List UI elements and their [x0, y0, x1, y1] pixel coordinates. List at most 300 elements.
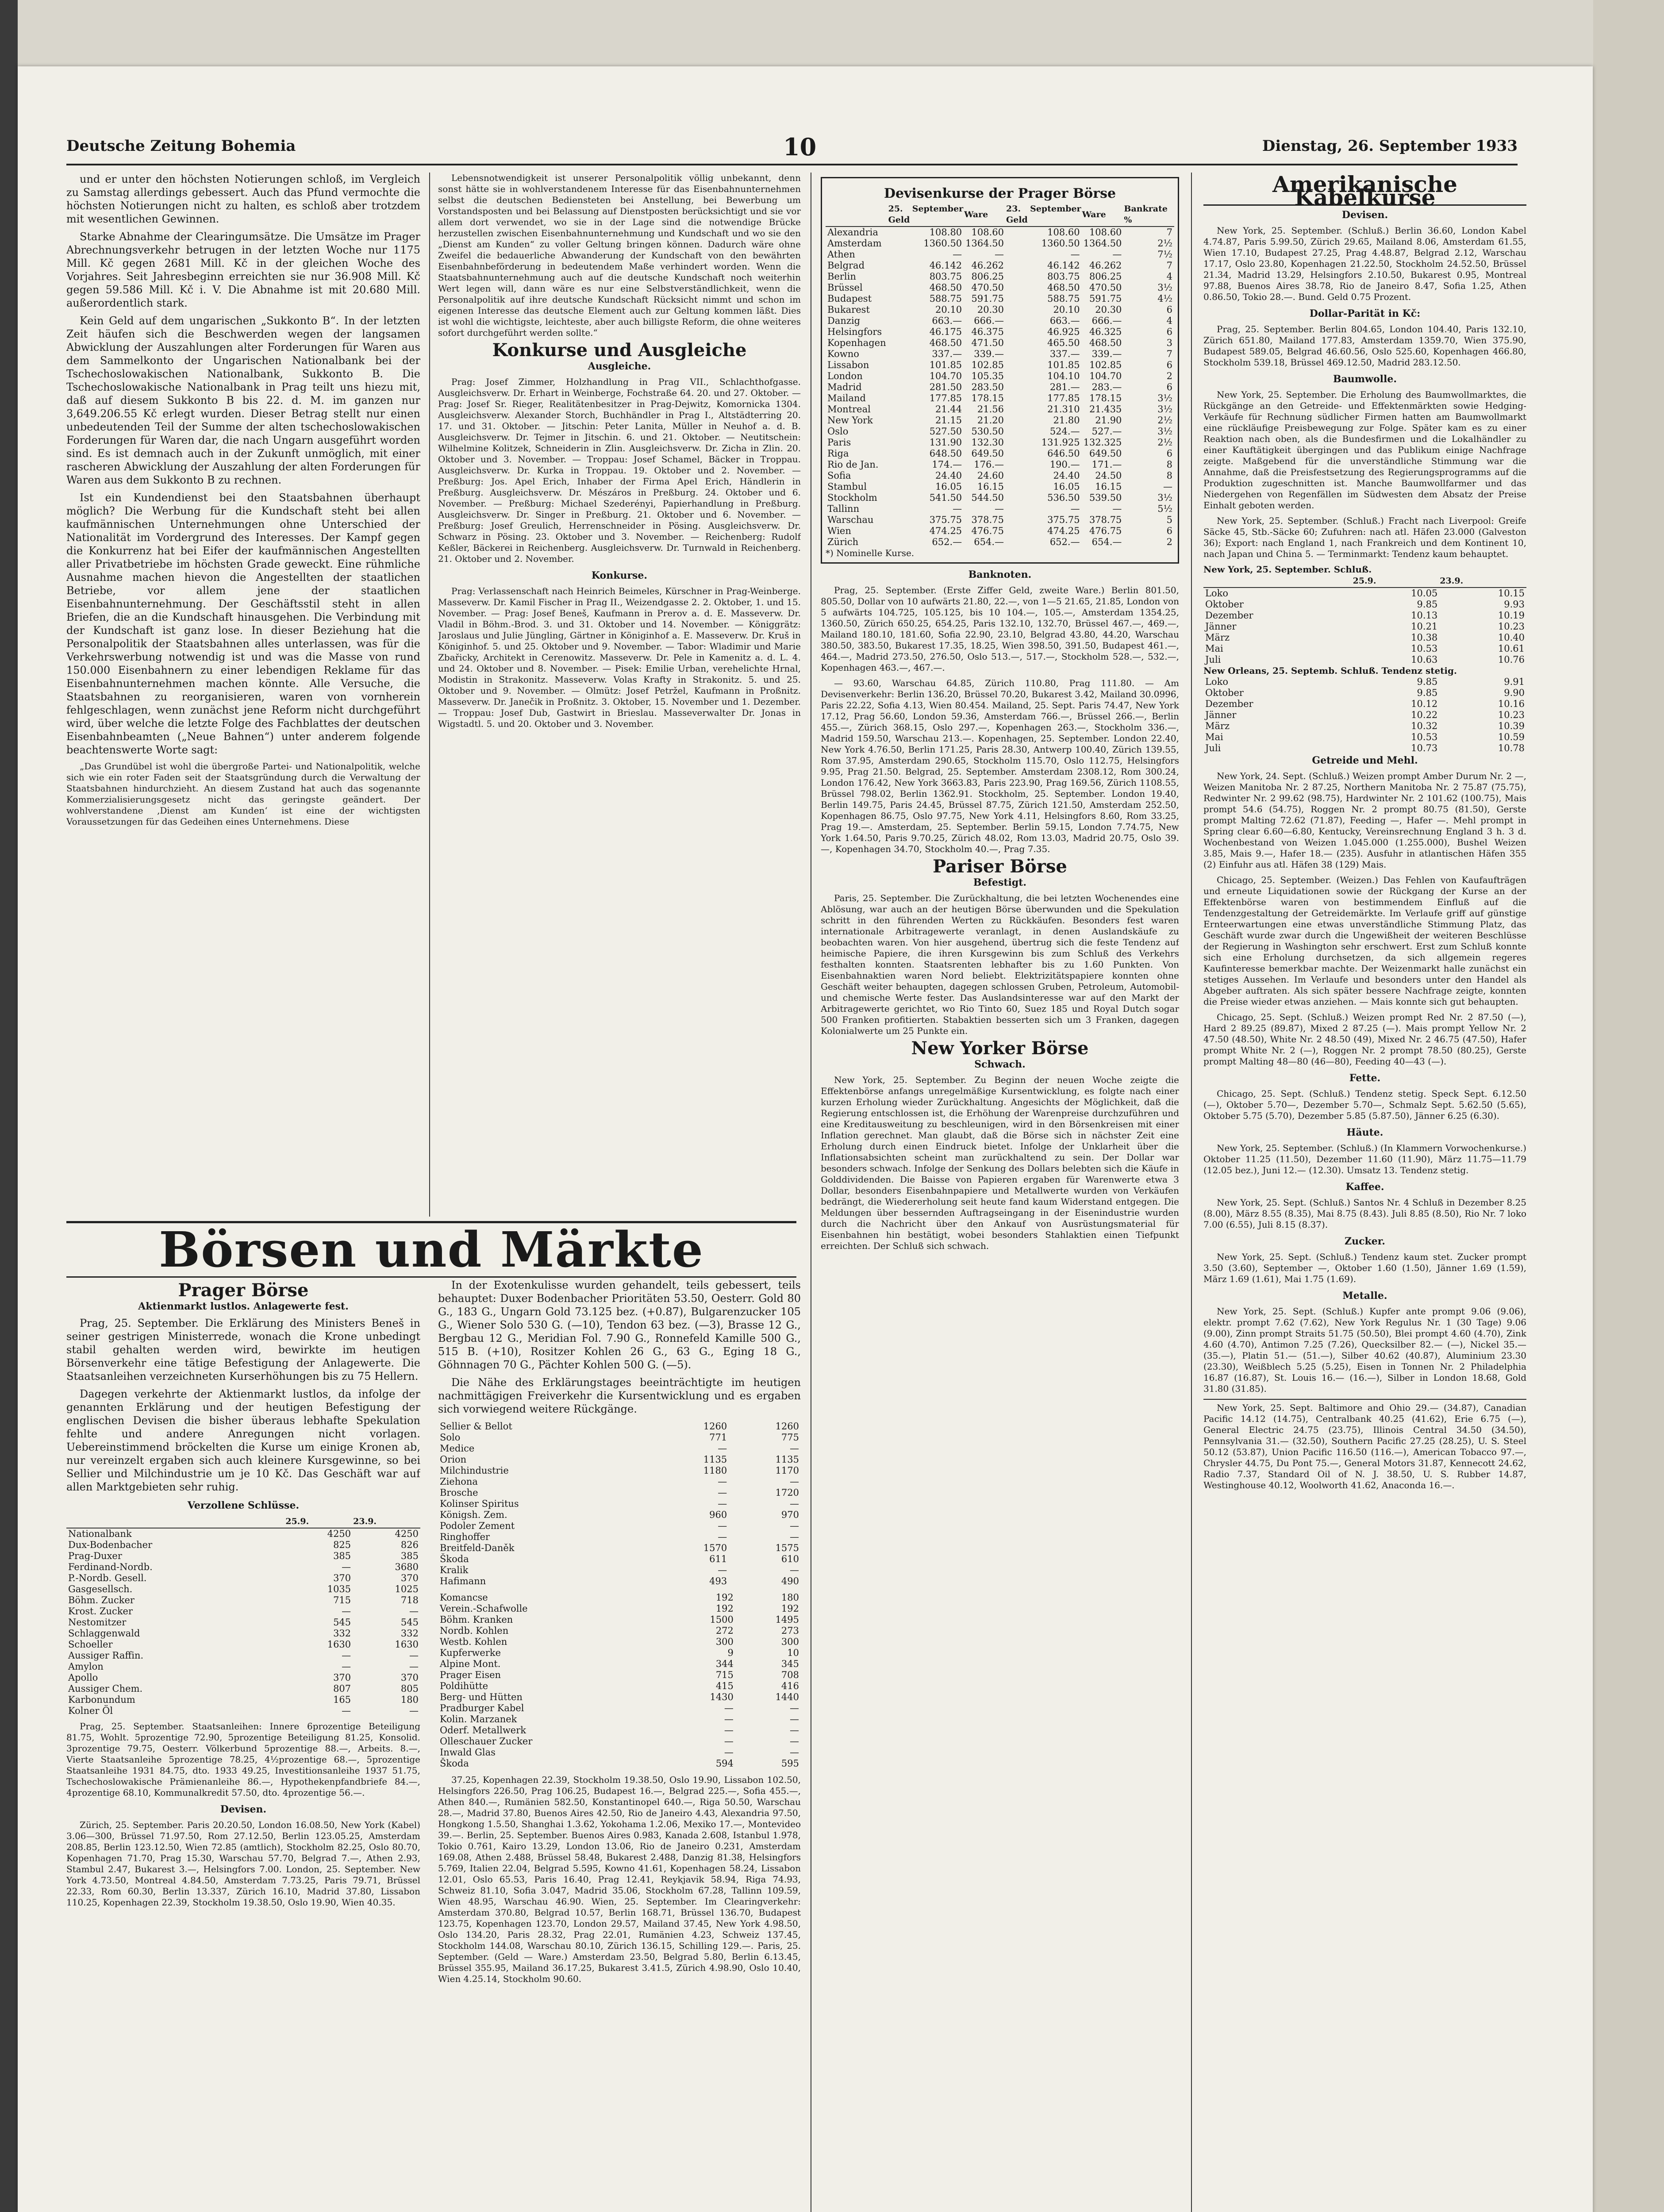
table-cell: — — [995, 249, 1004, 260]
table-cell: 470.50 — [1089, 282, 1122, 293]
table-cell: Juli — [1205, 743, 1221, 753]
table-cell: 1260 — [703, 1421, 727, 1432]
table-cell: 192 — [715, 1603, 734, 1614]
table-row — [1203, 721, 1526, 732]
table-cell: 1025 — [395, 1584, 419, 1594]
table-cell: Sellier & Bellot — [440, 1421, 512, 1432]
table-row — [826, 371, 1174, 382]
table-cell: 530.50 — [971, 426, 1004, 437]
table-cell: — — [342, 1606, 351, 1617]
table-cell: 283.50 — [971, 382, 1004, 392]
banknoten-text: Prag, 25. September. (Erste Ziffer Geld, zweite Ware.) Berlin 801.50, 805.50, Dollar von 10 aufwärts 21.80, 22.—, von 1—5 21.65, 21.85, London von 5 aufwärts 104.725, 105.125, bis 10 104.—, 105.—, Amsterdam 1354.25, 1360.50, Zürich 650.25, 654.25, Paris 132.10, 132.70, Brüssel 467.—, 469.—, Mailand 180.10, 181.60, Sofia 22.90, 23.10, Belgrad 43.80, 44.20, Warschau 380.50, 383.50, Bukarest 17.35, 18.25, Wien 398.50, 391.50, Budapest 461.—, 464.—, Madrid 273.50, 276.50, Oslo 513.—, 517.—, Stockholm 528.—, 532.—, Kopenhagen 463.—, 467.—. — [821, 585, 1179, 673]
table-row — [438, 1509, 801, 1521]
table-cell: 10.38 — [1411, 632, 1438, 643]
table-cell: 10.40 — [1498, 632, 1525, 643]
table-row — [66, 1528, 420, 1540]
table-cell: Ringhoffer — [440, 1532, 490, 1542]
table-cell: 3½ — [1157, 492, 1172, 503]
page-header — [66, 133, 1518, 165]
table-cell: 3 — [1166, 338, 1172, 348]
table-cell: Prager Eisen — [440, 1670, 501, 1680]
table-cell: — — [953, 503, 962, 514]
table-cell: 1430 — [710, 1692, 734, 1702]
table-row — [438, 1603, 801, 1614]
table-cell: 101.85 — [1047, 360, 1080, 370]
table-cell: 663.— — [932, 315, 962, 326]
table-cell: 5½ — [1157, 503, 1172, 514]
article-quote: Lebensnotwendigkeit ist unserer Personalpolitik völlig unbekannt, denn sonst hätte sie in wohlverstandenem Interesse für das Eisenbahnunternehmen selbst die deutschen Bediensteten bei Anstellung, bei Bewerbung um Vorstandsposten und bei Belassung auf Dienstposten berücksichtigt und sie vor allem dort verwendet, wo sie in der Lage sind die notwendige Brücke herzustellen zwischen Eisenbahnunternehmung und Kundschaft und wo sie den „Dienst am Kunden“ zu voller Geltung bringen können. Dadurch wäre ohne Zweifel die bedauerliche Abwanderung der Kundschaft von den bewährten Eisenbahnbeförderung in bedeutendem Maße verhindert worden. Wenn die Staatsbahnunternehmung auch auf die deutsche Kundschaft noch weiterhin Wert legen will, dann wäre es nur eine Selbstverständlichkeit, wenn die Personalpolitik auf ihre deutsche Kundschaft Rücksicht nimmt und schon im eigenen Interesse das deutsche Element auch zur Geltung kommen läßt. Dies ist wohl die wichtigste, leichteste, aber auch billigste Reform, die ohne weiteres sofort durchgeführt werden sollte.“ — [438, 173, 801, 338]
table-row — [438, 1498, 801, 1509]
table-row — [438, 1747, 801, 1758]
table-cell: — — [790, 1725, 799, 1736]
table-cell: 1170 — [775, 1465, 799, 1476]
chicago-text: Chicago, 25. September. (Weizen.) Das Fehlen von Kaufaufträgen und erneute Liquidationen sowie der Rückgang der Kurse an der Effektenbörse waren von bestimmendem Einfluß auf die Tendenzgestaltung der Getreidemärkte. Im Verlaufe griff auf günstige Ernteerwartungen eine etwas unverständliche Stimmung Platz, das Geschäft wurde zwar durch die Ungewißheit der weiteren Beschlüsse der Regierung in Washington sehr erschwert. Erst zum Schluß konnte sich eine Erholung durchsetzen, da sich allgemein regeres Kaufinteresse bemerkbar machte. Der Weizenmarkt halle zunächst ein stetiges Aussehen. Im Verlaufe und besonders unter den Handel als Abgeber auftraten. Als sich später bessere Nachfrage zeigte, konnten die Preise wieder etwas anziehen. — Mais konnte sich gut behaupten. — [1203, 875, 1526, 1007]
table-row — [438, 1421, 801, 1432]
pariser-boerse-title: Pariser Börse — [933, 856, 1067, 877]
table-row — [826, 481, 1174, 492]
haeute-text: New York, 25. September. (Schluß.) (In Klammern Vorwochenkurse.) Oktober 11.25 (11.50), Dezember 11.60 (11.90), März 11.75—11.79 (12.05 bez.), Juni 12.— (12.30). Umsatz 13. Tendenz stetig. — [1203, 1143, 1526, 1175]
table-cell: 300 — [781, 1636, 799, 1647]
table-cell: 803.75 — [1047, 271, 1080, 282]
table-row — [826, 492, 1174, 503]
table-cell: Schoeller — [68, 1639, 113, 1650]
aktien-text: New York, 25. Sept. Baltimore and Ohio 29.— (34.87), Canadian Pacific 14.12 (14.75), Centralbank 40.25 (41.62), Erie 6.75 (—), General Electric 24.75 (23.75), Illinois Central 34.50 (34.50), Pennsylvania 31.— (32.50), Southern Pacific 27.25 (28.25), U. S. Steel 50.12 (53.87), Union Pacific 116.50 (116.—), American Tobacco 97.—, Chrysler 44.75, Du Pont 75.—, General Motors 31.87, Kennecott 24.62, Radio 7.37, Standard Oil of N. J. 38.50, U. S. Rubber 14.87, Westinghouse 40.12, Woolworth 41.62, Anaconda 16.—. — [1203, 1399, 1526, 1491]
baumwolle-text: New York, 25. September. Die Erholung des Baumwollmarktes, die Rückgänge an den Getreide- und Effektenmärkten sowie Hedging-Verkäufe für Rechnung südlicher Firmen hatten am Baumwollmarkt eine rückläufige Preisbewegung zur Folge. Später kam es zu einer Reaktion nach oben, als die Bundesfirmen und die Lokalhändler zu einer Kauftätigkeit übergingen und das Publikum einige Nachfrage zeigte. Maßgebend für die unverständliche Stimmung war die Annahme, daß die Preisfestsetzung des Regierungsprogramms auf die Produktion zugeschnitten ist. Manche Baumwollfarmer und das Niedergehen von Regenfällen im Südwesten dem Absatz der Preise Einhalt geboten werden. — [1203, 389, 1526, 511]
table-cell: 165 — [333, 1694, 351, 1705]
table-cell: 10.61 — [1498, 643, 1525, 654]
table-cell: 9 — [727, 1647, 734, 1658]
table-cell: 177.85 — [929, 393, 962, 403]
table-row — [826, 326, 1174, 338]
devisen-prag-table — [826, 203, 1174, 548]
getreide-sub: Getreide und Mehl. — [1312, 755, 1418, 766]
table-cell: 1035 — [327, 1584, 351, 1594]
table-header-cell — [1203, 575, 1353, 588]
table-cell: 648.50 — [929, 448, 962, 459]
kabelkurse-title: Amerikanische Kabelkurse — [1203, 178, 1526, 206]
table-header-cell: 23. September Geld — [1006, 203, 1082, 227]
table-header-cell — [826, 203, 888, 227]
futures-title: New York, 25. September. Schluß. — [1203, 564, 1372, 575]
table-cell: P.-Nordb. Gesell. — [68, 1573, 147, 1583]
table-cell: 649.50 — [1089, 448, 1122, 459]
table-cell: 281.— — [1049, 382, 1080, 392]
kaffee-text: New York, 25. Sept. (Schluß.) Santos Nr. 4 Schluß in Dezember 8.25 (8.00), März 8.55 (8.35), Mai 8.75 (8.43). Juli 8.85 (8.50), Rio Nr. 7 loko 7.00 (6.55), Juli 8.15 (8.37). — [1203, 1197, 1526, 1230]
table-row — [438, 1465, 801, 1476]
prager-boerse-text: Dagegen verkehrte der Aktienmarkt lustlos, da infolge der genannten Erklärung und der heutigen Befestigung der englischen Devisen die bisher überaus lebhafte Spekulation fehlte und andere Anregungen nicht vorlagen. Uebereinstimmend bröckelten die Kurse um einige Kronen ab, nur vereinzelt ergaben sich auch kleinere Kursgewinne, so bei Sellier und Milchindustrie um je 10 Kč. Das Geschäft war auf allen Marktgebieten sehr ruhig. — [66, 1388, 420, 1493]
table-cell: 21.310 — [1047, 404, 1080, 415]
table-cell: 654.— — [1091, 537, 1122, 547]
table-row — [826, 304, 1174, 315]
devisen-note: *) Nominelle Kurse. — [826, 548, 915, 558]
table-cell: Kolin. Marzanek — [440, 1714, 517, 1724]
newyork-boerse-text: New York, 25. September. Zu Beginn der neuen Woche zeigte die Effektenbörse anfangs unregelmäßige Kursentwicklung, es folgte nach einer kurzen Erholung wieder Zurückhaltung. Angesichts der Möglichkeit, daß die Regierung entschlossen ist, die Erhöhung der Warenpreise durchzuführen und eine Kreditausweitung zu beschleunigen, wird in den Börsenkreisen mit einer Inflation gerechnet. Man glaubt, daß die Börse sich in nächster Zeit eine Erholung durch einen Eindruck bietet. Infolge der Unklarheit über die Inflationsabsichten scheint man zurückhaltend zu sein. Der Dollar war besonders schwach. Infolge der Senkung des Dollars belebten sich die Käufe in Golddividenden. Die Baisse von Papieren ergaben für Warenwerte etwa 3 Dollar, besonders Eisenbahnpapiere und Metallwerte wurden von Verkäufen bedrängt, die Wiedererholung seit heute fand kaum Widerstand entgegen. Die Meldungen über bessernden Auftragseingang in der Eisenindustrie wurden durch die Nachricht über den Ankauf von Ausrüstungsmaterial für Eisenbahnen hin bestätigt, wobei besonders Stahlaktien einen Tiefpunkt erreichten. Der Schluß sich schwach. — [821, 1075, 1179, 1251]
table-cell: Kopenhagen — [827, 338, 886, 348]
table-row — [1203, 588, 1526, 599]
table-cell: 332 — [333, 1628, 351, 1639]
table-cell: 1570 — [703, 1543, 727, 1553]
verzollene-table-c — [438, 1592, 801, 1769]
table-cell: 468.50 — [929, 338, 962, 348]
table-row — [66, 1595, 420, 1606]
page-number: 10 — [783, 133, 817, 161]
pariser-boerse-subtitle: Befestigt. — [973, 877, 1027, 888]
article-paragraph: Kein Geld auf dem ungarischen „Sukkonto B“. In der letzten Zeit häufen sich die Beschwerden wegen der langsamen Abwicklung der Auszahlungen alter Forderungen für Waren aus dem Sammelkonto der Ungarischen Nationalbank bei der Tschechoslowakischen Nationalbank, Sukkonto B. Die Tschechoslowakische Nationalbank in Prag teilt uns hiezu mit, daß auf diesem Sukkonto B bis 22. d. M. im ganzen nur 3,649.206.55 Kč erlegt wurden. Dieser Betrag stellt nur einen unbedeutenden Teil der Summe der alten tschechoslowakischen Forderungen für Waren dar, die nach Ungarn ausgeführt worden sind. Es ist demnach auch in der Zukunft unmöglich, mit einer rascheren Abwicklung der Auszahlung der alten Forderungen für Waren aus dem Sukkonto B zu rechnen. — [66, 315, 420, 486]
table-cell: Krost. Zucker — [68, 1606, 133, 1617]
table-cell: Wien — [827, 526, 851, 536]
table-cell: 9.93 — [1504, 599, 1525, 610]
table-cell: 378.75 — [1089, 515, 1122, 525]
table-cell: — — [718, 1532, 727, 1542]
table-cell: 1360.50 — [923, 238, 962, 249]
table-cell: Athen — [827, 249, 855, 260]
table-cell: 101.85 — [929, 360, 962, 370]
table-cell: 970 — [781, 1509, 799, 1520]
table-cell: 10.53 — [1411, 732, 1438, 742]
table-cell: Kupferwerke — [440, 1647, 501, 1658]
table-cell: Medice — [440, 1443, 475, 1454]
table-cell: 652.— — [1049, 537, 1080, 547]
table-cell: 7 — [1166, 227, 1172, 238]
table-cell: 178.15 — [1089, 393, 1122, 403]
table-row — [438, 1592, 801, 1603]
table-cell: 281.50 — [929, 382, 962, 392]
table-cell: Budapest — [827, 293, 872, 304]
table-row — [66, 1540, 420, 1551]
table-cell: 807 — [333, 1683, 351, 1694]
table-cell: 24.40 — [1053, 470, 1080, 481]
table-cell: 7 — [1166, 349, 1172, 359]
table-cell: 708 — [781, 1670, 799, 1680]
table-row — [66, 1617, 420, 1628]
table-cell: 370 — [400, 1573, 419, 1583]
table-cell: 524.— — [1049, 426, 1080, 437]
table-cell: 24.40 — [935, 470, 962, 481]
table-cell: 24.50 — [1095, 470, 1122, 481]
table-cell: 960 — [709, 1509, 727, 1520]
article-quote: „Das Grundübel ist wohl die übergroße Partei- und Nationalpolitik, welche sich wie ein roter Faden seit der Staatsgründung durch die Verwaltung der Staatsbahnen hindurchzieht. An diesem Zustand hat auch das sogenannte Kommerzialisierungsgesetz nicht das geringste geändert. Der wohlverstandene ‚Dienst am Kunden‘ ist eine der wichtigsten Voraussetzungen für das Gedeihen eines Unternehmens. Diese — [66, 761, 420, 827]
table-row — [438, 1543, 801, 1554]
devisen-text: Zürich, 25. September. Paris 20.20.50, London 16.08.50, New York (Kabel) 3.06—300, Brüssel 71.97.50, Rom 27.12.50, Berlin 123.05.25, Amsterdam 208.85, Berlin 123.12.50, Wien 72.85 (amtlich), Stockholm 82.25, Oslo 80.70, Kopenhagen 71.70, Prag 15.30, Warschau 57.70, Belgrad 7.—, Athen 2.93, Stambul 2.47, Bukarest 3.—, Helsingfors 7.00. London, 25. September. New York 4.73.50, Montreal 4.84.50, Amsterdam 7.73.25, Paris 79.71, Brüssel 22.33, Rom 60.30, Berlin 13.337, Zürich 16.10, Madrid 37.80, Lissabon 110.25, Kopenhagen 22.39, Stockholm 19.38.50, Oslo 19.90, Wien 40.35. — [66, 1820, 420, 1908]
table-row — [66, 1606, 420, 1617]
table-cell: 545 — [333, 1617, 351, 1628]
table-cell: 610 — [781, 1554, 799, 1564]
table-cell: 715 — [715, 1670, 734, 1680]
table-cell: 46.325 — [1089, 326, 1122, 337]
table-cell: Oslo — [827, 426, 849, 437]
column-rule — [429, 173, 430, 1217]
table-cell: 10 — [787, 1647, 799, 1658]
table-cell: 5 — [1166, 515, 1172, 525]
table-row — [66, 1562, 420, 1573]
column-3 — [821, 173, 1179, 2212]
prager-boerse-column — [66, 1279, 420, 2212]
table-cell: 2½ — [1157, 238, 1172, 249]
table-header-cell: 23.9. — [353, 1516, 420, 1528]
table-cell: 3½ — [1157, 393, 1172, 403]
table-row — [826, 526, 1174, 537]
prager-boerse-subtitle: Aktienmarkt lustlos. Anlagewerte fest. — [138, 1301, 349, 1312]
staatsanleihen-text: Prag, 25. September. Staatsanleihen: Innere 6prozentige Beteiligung 81.75, Wohlt. 5prozentige 72.90, 5prozentige Beteiligung 81.25, Konsolid. 3prozentige 79.75, Oesterr. Völkerbund 5prozentige 88.—, Arbeits. 8.—, Vierte Staatsanleihe 5prozentige 78.25, 4½prozentige 68.—, 5prozentige Staatsanleihe 1931 84.75, dto. 1933 49.25, Investitionsanleihe 1937 51.75, Tschechoslowakische Prämienanleihe 86.—, Hypothekenpfandbriefe 84.—, 4prozentige 68.10, Kommunalkredit 57.50, dto. 4prozentige 56.—. — [66, 1721, 420, 1798]
table-row — [438, 1576, 801, 1587]
table-header-cell: Ware — [1082, 203, 1124, 227]
column-1 — [66, 173, 420, 1217]
table-cell: 3680 — [395, 1562, 419, 1572]
table-cell: 490 — [781, 1576, 799, 1586]
table-row — [438, 1521, 801, 1532]
table-cell: 46.142 — [1047, 260, 1080, 271]
newyork-boerse-title: New Yorker Börse — [911, 1038, 1089, 1059]
table-cell: 21.20 — [977, 415, 1004, 426]
table-cell: — — [1112, 503, 1122, 514]
table-row — [1203, 654, 1526, 665]
verzollene-table-b — [438, 1421, 801, 1587]
table-row — [438, 1443, 801, 1454]
table-cell: 378.75 — [971, 515, 1004, 525]
table-row — [826, 382, 1174, 393]
table-cell: — — [1163, 481, 1172, 492]
table-row — [66, 1584, 420, 1595]
table-row — [826, 515, 1174, 526]
table-cell: 102.85 — [971, 360, 1004, 370]
table-cell: Oderf. Metallwerk — [440, 1725, 526, 1736]
table-row — [438, 1432, 801, 1443]
article-paragraph: Starke Abnahme der Clearingumsätze. Die Umsätze im Prager Abrechnungsverkehr betrugen in der letzten Woche nur 1175 Mill. Kč gegen 2681 Mill. Kč in der gleichen Woche des Vorjahres. Seit Jahresbeginn erreichten sie nur 36.908 Mill. Kč gegen 59.586 Mill. Kč i. V. Die Abnahme ist mit 20.680 Mill. außerordentlich stark. — [66, 230, 420, 309]
table-cell: 465.50 — [1047, 338, 1080, 348]
table-cell: 591.75 — [1089, 293, 1122, 304]
subsection-konkurse: Konkurse. — [591, 570, 648, 581]
prager-boerse-text: Die Nähe des Erklärungstages beeinträchtigte im heutigen nachmittägigen Freiverkehr die Kursentwicklung und es ergaben sich vorwiegend weitere Rückgänge. — [438, 1376, 801, 1415]
table-row — [66, 1551, 420, 1562]
table-cell: 300 — [715, 1636, 734, 1647]
table-cell: 385 — [400, 1551, 419, 1561]
table-row — [826, 503, 1174, 515]
table-cell: 8 — [1166, 459, 1172, 470]
table-cell: Mailand — [827, 393, 866, 403]
table-cell: 1575 — [775, 1543, 799, 1553]
table-cell: 190.— — [1049, 459, 1080, 470]
baumwolle-sub: Baumwolle. — [1333, 373, 1397, 385]
table-cell: Loko — [1205, 676, 1228, 687]
table-row — [1203, 732, 1526, 743]
table-row — [438, 1692, 801, 1703]
table-cell: 2½ — [1157, 437, 1172, 448]
table-cell: Aussiger Chem. — [68, 1683, 143, 1694]
table-row — [1203, 676, 1526, 687]
zucker-text: New York, 25. Sept. (Schluß.) Tendenz kaum stet. Zucker prompt 3.50 (3.60), September —, Oktober 1.60 (1.50), Jänner 1.69 (1.59), März 1.69 (1.61), Mai 1.75 (1.69). — [1203, 1252, 1526, 1284]
prager-boerse-title: Prager Börse — [178, 1280, 309, 1301]
table-row — [826, 338, 1174, 349]
table-cell: Olleschauer Zucker — [440, 1736, 533, 1747]
table-cell: — — [409, 1661, 419, 1672]
table-cell: 132.30 — [971, 437, 1004, 448]
table-row — [438, 1565, 801, 1576]
table-cell: März — [1205, 632, 1230, 643]
table-cell: 611 — [709, 1554, 727, 1564]
neworleans-table — [1203, 676, 1526, 754]
table-cell: 132.325 — [1083, 437, 1122, 448]
table-row — [826, 293, 1174, 304]
table-cell: 6 — [1166, 326, 1172, 337]
table-cell: 375.75 — [929, 515, 962, 525]
table-cell: — — [995, 503, 1004, 514]
table-cell: London — [827, 371, 863, 381]
table-cell: 588.75 — [1047, 293, 1080, 304]
table-cell: 102.85 — [1089, 360, 1122, 370]
table-row — [438, 1614, 801, 1625]
metalle-text: New York, 25. Sept. (Schluß.) Kupfer ante prompt 9.06 (9.06), elektr. prompt 7.62 (7.62), New York Regulus Nr. 1 (30 Tage) 9.06 (9.00), Zinn prompt Straits 51.75 (50.50), Blei prompt 4.60 (4.70), Zink 4.60 (4.70), Antimon 7.25 (7.26), Quecksilber 82.— (—), Nickel 35.— (35.—), Platin 51.— (51.—), Silber 40.62 (40.87), Aluminium 23.30 (23.30), Weißblech 5.25 (5.25), Eisen in Tonnen Nr. 2 Philadelphia 16.87 (16.87), St. Louis 16.— (16.—), Silber in London 18.68, Gold 31.80 (31.85). — [1203, 1306, 1526, 1394]
table-cell: 10.32 — [1411, 721, 1438, 731]
table-row — [826, 393, 1174, 404]
table-cell: 1260 — [775, 1421, 799, 1432]
table-row — [66, 1672, 420, 1683]
table-cell: Kralik — [440, 1565, 469, 1575]
column-2 — [438, 173, 801, 1217]
table-cell: — — [409, 1650, 419, 1661]
table-cell: Kolner Öl — [68, 1705, 113, 1716]
table-cell: — — [790, 1747, 799, 1758]
table-cell: 46.262 — [1089, 260, 1122, 271]
table-cell: 108.80 — [929, 227, 962, 238]
table-cell: 21.80 — [1053, 415, 1080, 426]
table-cell: 1720 — [775, 1487, 799, 1498]
table-cell: 541.50 — [929, 492, 962, 503]
table-cell: 1135 — [775, 1454, 799, 1465]
table-cell: Dux-Bodenbacher — [68, 1540, 153, 1550]
table-cell: 10.76 — [1498, 654, 1525, 665]
table-cell: 10.12 — [1411, 699, 1438, 709]
column-4 — [1203, 173, 1526, 2212]
getreide-text: New York, 24. Sept. (Schluß.) Weizen prompt Amber Durum Nr. 2 —, Weizen Manitoba Nr. 2 87.25, Northern Manitoba Nr. 2 75.87 (75.75), Redwinter Nr. 2 99.62 (98.75), Hardwinter Nr. 2 101.62 (100.75), Mais prompt 54.6 (54.75), Roggen Nr. 2 prompt 80.75 (81.50), Gerste prompt Malting 72.62 (71.87), Feeding —, Hafer —. Mehl prompt in Spring clear 6.60—6.80, Kentucky, Vereinsrechnung England 3 h. 3 d. Wochenbestand von Weizen 1.045.000 (1.255.000), Bushel Weizen 3.85, Mais 9.—, Hafer 18.— (235). Ausfuhr in atlantischen Häfen 355 (2) Einfuhr aus atl. Häfen 38 (129) Mais. — [1203, 771, 1526, 870]
table-row — [1203, 743, 1526, 754]
table-cell: 273 — [781, 1625, 799, 1636]
table-cell: 4250 — [395, 1528, 419, 1539]
table-cell: 4 — [1166, 271, 1172, 282]
table-row — [826, 404, 1174, 415]
table-row — [826, 271, 1174, 282]
table-cell: Belgrad — [827, 260, 865, 271]
table-cell: 339.— — [1091, 349, 1122, 359]
table-cell: 104.70 — [929, 371, 962, 381]
table-row — [438, 1714, 801, 1725]
table-cell: Tallinn — [827, 503, 860, 514]
table-cell: 332 — [400, 1628, 419, 1639]
table-row — [438, 1758, 801, 1769]
kabel-devisen-text: New York, 25. September. (Schluß.) Berlin 36.60, London Kabel 4.74.87, Paris 5.99.50, Zürich 29.65, Mailand 8.06, Amsterdam 61.55, Wien 17.10, Budapest 27.25, Prag 4.48.87, Belgrad 2.12, Warschau 17.17, Oslo 23.80, Kopenhagen 21.22.50, Stockholm 24.52.50, Brüssel 21.34, Madrid 13.29, Helsingfors 2.10.50, Bukarest 0.95, Montreal 97.88, Buenos Aires 38.78, Rio de Janeiro 8.47, Sofia 1.25, Athen 0.86.50, Tokio 28.—. Bund. Geld 0.75 Prozent. — [1203, 225, 1526, 302]
table-cell: Brüssel — [827, 282, 863, 293]
table-cell: 131.925 — [1041, 437, 1080, 448]
table-row — [826, 415, 1174, 426]
table-cell: 10.59 — [1498, 732, 1525, 742]
table-cell: 3½ — [1157, 404, 1172, 415]
table-cell: 545 — [400, 1617, 419, 1628]
table-cell: Stambul — [827, 481, 867, 492]
table-cell: Aussiger Raffin. — [68, 1650, 144, 1661]
article-paragraph: Ist ein Kundendienst bei den Staatsbahnen überhaupt möglich? Die Werbung für die Kundschaft steht bei allen kaufmännischen Unternehmungen ohne Unterschied der Nationalität im Vordergrund des Interesses. Der Kampf gegen die Konkurrenz hat bei Eifer der kaufmännischen Angestellten aller Privatbetriebe im höchsten Grade geweckt. Eine rühmliche Ausnahme machen hievon die Angestellten der staatlichen Betriebe, vor allem jene der staatlichen Eisenbahnunternehmung. Der Geschäftsstil steht in allen Briefen, die an die Kundschaft hinausgehen. Die Verbindung mit der Kundschaft ist ganz lose. In dieser Beziehung hat die Personalpolitik der Staatsbahnen alles unterlassen, was für die Verkehrswerbung notwendig ist und was die Masse von rund 150.000 Eisenbahnern zu einer lebendigen Reklame für das Eisenbahnunternehmen machen könnte. Alle Versuche, die Staatsbahnen zu reorganisieren, waren von vornherein fehlgeschlagen, wenn zunächst jene Reform nicht durchgeführt wird, über welche die letzte Folge des Fachblattes der deutschen Eisenbahnbeamten („Neue Bahnen“) unter anderem folgende beachtenswerte Worte sagt: — [66, 492, 420, 756]
table-cell: Solo — [440, 1432, 461, 1443]
table-cell: 416 — [781, 1681, 799, 1691]
table-cell: Nordb. Kohlen — [440, 1625, 509, 1636]
table-cell: — — [342, 1650, 351, 1661]
table-cell: 108.60 — [971, 227, 1004, 238]
table-cell: — — [342, 1705, 351, 1716]
metalle-sub: Metalle. — [1342, 1290, 1387, 1302]
table-cell: — — [790, 1521, 799, 1531]
table-cell: Orion — [440, 1454, 467, 1465]
table-cell: 10.05 — [1411, 588, 1438, 599]
table-cell: 1135 — [703, 1454, 727, 1465]
table-cell: 46.375 — [971, 326, 1004, 337]
table-cell: 46.142 — [929, 260, 962, 271]
table-row — [826, 349, 1174, 360]
verzollene-title: Verzollene Schlüsse. — [187, 1500, 300, 1511]
table-cell: 468.50 — [929, 282, 962, 293]
table-cell: 9.91 — [1504, 676, 1525, 687]
table-cell: Stockholm — [827, 492, 877, 503]
dollar-paritaet-sub: Dollar-Parität in Kč: — [1309, 308, 1421, 319]
table-cell: 527.— — [1091, 426, 1122, 437]
table-cell: 16.15 — [1095, 481, 1122, 492]
table-cell: — — [724, 1725, 734, 1736]
table-cell: 20.30 — [977, 304, 1004, 315]
table-row — [438, 1736, 801, 1747]
table-cell: 108.60 — [1089, 227, 1122, 238]
table-cell: Alpine Mont. — [440, 1659, 501, 1669]
table-row — [66, 1694, 420, 1705]
table-cell: — — [718, 1521, 727, 1531]
table-cell: Böhm. Zucker — [68, 1595, 135, 1605]
table-cell: — — [790, 1498, 799, 1509]
table-cell: Loko — [1205, 588, 1228, 599]
table-cell: Madrid — [827, 382, 862, 392]
table-cell: 21.56 — [977, 404, 1004, 415]
table-cell: 283.— — [1091, 382, 1122, 392]
table-cell: 1364.50 — [965, 238, 1004, 249]
table-cell: 715 — [333, 1595, 351, 1605]
table-cell: 9.85 — [1417, 599, 1438, 610]
page-edge — [1593, 0, 1664, 2212]
table-cell: 20.30 — [1095, 304, 1122, 315]
fette-text: Chicago, 25. Sept. (Schluß.) Tendenz stetig. Speck Sept. 6.12.50 (—), Oktober 5.70—, Dezember 5.70—, Schmalz Sept. 5.62.50 (5.65), Oktober 5.75 (5.70), Dezember 5.85 (5.87.50), Jänner 6.25 (6.30). — [1203, 1088, 1526, 1121]
table-cell: 370 — [400, 1672, 419, 1683]
table-row — [438, 1659, 801, 1670]
table-row — [826, 448, 1174, 459]
table-cell: — — [718, 1476, 727, 1487]
table-cell: 646.50 — [1047, 448, 1080, 459]
table-cell: Nationalbank — [68, 1528, 132, 1539]
table-row — [66, 1628, 420, 1639]
table-row — [438, 1681, 801, 1692]
haeute-sub: Häute. — [1346, 1127, 1383, 1138]
table-cell: 21.15 — [935, 415, 962, 426]
table-row — [826, 238, 1174, 249]
table-cell: 16.05 — [1053, 481, 1080, 492]
table-cell: Schlaggenwald — [68, 1628, 140, 1639]
table-row — [1203, 643, 1526, 654]
table-cell: — — [718, 1487, 727, 1498]
table-cell: — — [1112, 249, 1122, 260]
zucker-sub: Zucker. — [1345, 1236, 1385, 1247]
table-header-cell: 25. September Geld — [888, 203, 964, 227]
table-row — [826, 537, 1174, 548]
table-cell: 10.39 — [1498, 721, 1525, 731]
table-row — [826, 360, 1174, 371]
table-cell: 176.— — [974, 459, 1004, 470]
table-cell: 10.23 — [1498, 710, 1525, 720]
table-cell: 594 — [715, 1758, 734, 1769]
table-cell: Škoda — [440, 1554, 469, 1564]
table-row — [826, 426, 1174, 437]
